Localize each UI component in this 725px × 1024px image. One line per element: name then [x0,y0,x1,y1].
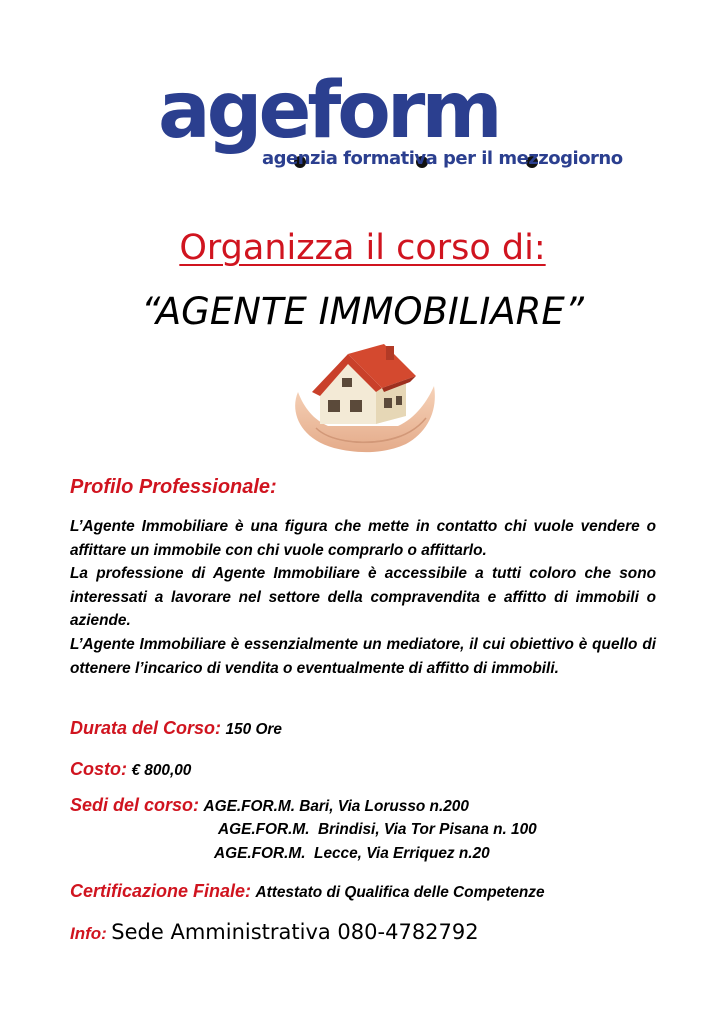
info-value: Sede Amministrativa 080-4782792 [111,920,479,944]
cost-row [70,759,191,780]
location-item: AGE.FOR.M. Brindisi, Via Tor Pisana n. 100 [218,821,537,838]
duration-row [70,718,282,739]
locations-row [70,795,469,816]
profile-description [70,515,656,680]
cost-label: Costo: [70,759,127,779]
locations-label: Sedi del corso: [70,795,200,815]
cost-value: € 800,00 [131,762,192,779]
certification-value: Attestato di Qualifica delle Competenze [255,884,545,901]
profile-paragraph: L’Agente Immobiliare è essenzialmente un mediatore, il cui obiettivo è quello di ottenere l’incarico di vendita o eventualmente di affitto di immobili. [70,635,656,677]
logo-tagline: agenzia formativa per il mezzogiorno [262,148,623,169]
duration-label: Durata del Corso: [70,718,222,738]
page-headline: Organizza il corso di: [179,228,546,268]
logo-dots [158,120,538,140]
info-label: Info: [70,924,107,943]
logo-wordmark: ageform [158,66,499,156]
profile-heading: Profilo Professionale: [70,476,277,498]
course-title: “AGENTE IMMOBILIARE” [141,290,584,333]
certification-row [70,881,545,902]
house-in-hands-icon [288,340,438,455]
ageform-logo [158,66,623,176]
profile-paragraph: La professione di Agente Immobiliare è accessibile a tutti coloro che sono interessati a lavorare nel settore della compravendita e affitto di immobili o aziende. [70,565,656,630]
profile-paragraph: L’Agente Immobiliare è una figura che mette in contatto chi vuole vendere o affittare un immobile con chi vuole comprarlo o affittarlo. [70,518,656,559]
location-item: AGE.FOR.M. Lecce, Via Erriquez n.20 [214,845,490,862]
location-item: AGE.FOR.M. Bari, Via Lorusso n.200 [203,798,469,815]
certification-label: Certificazione Finale: [70,881,252,901]
duration-value: 150 Ore [225,721,282,738]
info-row [70,920,479,944]
